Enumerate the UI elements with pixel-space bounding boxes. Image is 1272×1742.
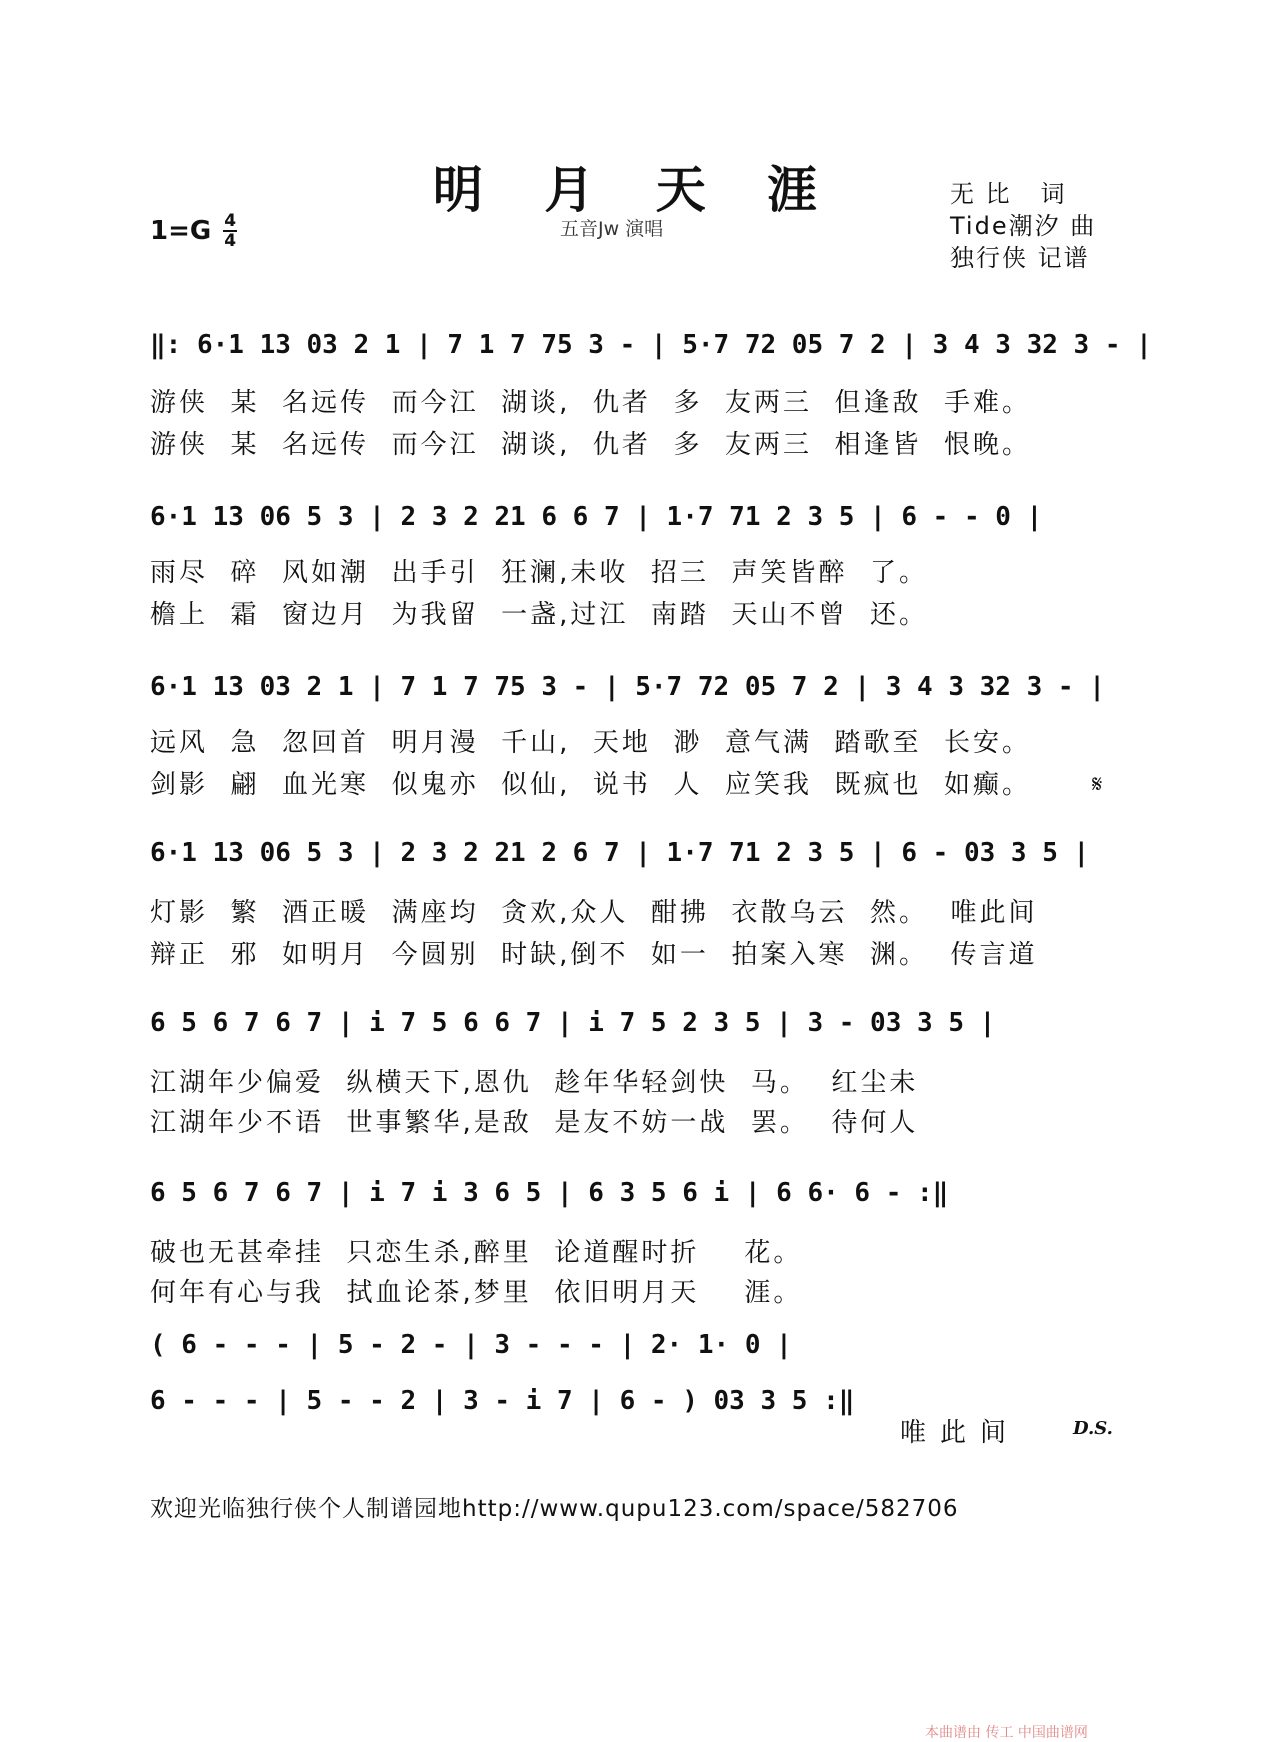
- notation-line: 6·1 13 06 5 3 | 2 3 2 21 2 6 7 | 1·7 71 2 3 5 | 6 - 03 3 5 |: [150, 838, 1090, 868]
- credits: [950, 178, 1096, 274]
- transcriber: 独行侠 记谱: [950, 244, 1090, 272]
- notation-line: 6 5 6 7 6 7 | i 7 i 3 6 5 | 6 3 5 6 i | 6 6· 6 - :‖: [150, 1178, 949, 1208]
- notation-line: 6·1 13 06 5 3 | 2 3 2 21 6 6 7 | 1·7 71 2 3 5 | 6 - - 0 |: [150, 502, 1043, 532]
- watermark: 本曲谱由 传工 中国曲谱网: [925, 1725, 1088, 1741]
- notation-line: 6 5 6 7 6 7 | i 7 5 6 6 7 | i 7 5 2 3 5 | 3 - 03 3 5 |: [150, 1008, 996, 1038]
- lyric-line: 远风 急 忽回首 明月漫 千山, 天地 渺 意气满 踏歌至 长安。: [150, 728, 1032, 758]
- page-title: 明 月 天 涯: [432, 160, 840, 219]
- lyric-line: 江湖年少不语 世事繁华,是敌 是友不妨一战 罢。 待何人: [150, 1108, 919, 1138]
- time-bottom: 4: [224, 231, 237, 251]
- lyric-line: 破也无甚牵挂 只恋生杀,醉里 论道醒时折 花。: [150, 1238, 803, 1268]
- notation-line: ‖: 6·1 13 03 2 1 | 7 1 7 75 3 - | 5·7 72 05 7 2 | 3 4 3 32 3 - |: [150, 330, 1152, 360]
- composer: Tide潮汐 曲: [950, 212, 1097, 240]
- ds-lyric: 唯此间: [900, 1418, 1021, 1448]
- lyric-line: 江湖年少偏爱 纵横天下,恩仇 趁年华轻剑快 马。 红尘未: [150, 1068, 919, 1098]
- lyric-line: 檐上 霜 窗边月 为我留 一盏,过江 南踏 天山不曾 还。: [150, 600, 928, 630]
- segno-icon: 𝄋: [1092, 770, 1103, 798]
- footer-link[interactable]: 欢迎光临独行侠个人制谱园地http://www.qupu123.com/space/582706: [150, 1496, 959, 1522]
- interlude-line: ( 6 - - - | 5 - 2 - | 3 - - - | 2· 1· 0 |: [150, 1330, 792, 1360]
- lyric-line: 何年有心与我 拭血论茶,梦里 依旧明月天 涯。: [150, 1278, 803, 1308]
- lyric-line: 雨尽 碎 风如潮 出手引 狂澜,未收 招三 声笑皆醉 了。: [150, 558, 928, 588]
- interlude-line: 6 - - - | 5 - - 2 | 3 - i 7 | 6 - ) 03 3 5 :‖: [150, 1386, 855, 1416]
- performer: 五音Jw 演唱: [560, 218, 664, 240]
- lyricist: 无 比 词: [950, 180, 1067, 208]
- key-signature: [150, 213, 237, 249]
- time-top: 4: [224, 211, 237, 231]
- key-label: 1=G: [150, 216, 212, 246]
- lyric-line: 游侠 某 名远传 而今江 湖谈, 仇者 多 友两三 相逢皆 恨晚。: [150, 430, 1032, 460]
- notation-line: 6·1 13 03 2 1 | 7 1 7 75 3 - | 5·7 72 05 7 2 | 3 4 3 32 3 - |: [150, 672, 1105, 702]
- lyric-line: 辩正 邪 如明月 今圆别 时缺,倒不 如一 拍案入寒 渊。 传言道: [150, 940, 1038, 970]
- lyric-line: 灯影 繁 酒正暖 满座均 贪欢,众人 酣拂 衣散乌云 然。 唯此间: [150, 898, 1038, 928]
- lyric-line: 剑影 翩 血光寒 似鬼亦 似仙, 说书 人 应笑我 既疯也 如癫。: [150, 770, 1032, 800]
- ds-marker: D.S.: [1073, 1418, 1113, 1439]
- lyric-line: 游侠 某 名远传 而今江 湖谈, 仇者 多 友两三 但逢敌 手难。: [150, 388, 1032, 418]
- time-signature: [223, 213, 237, 249]
